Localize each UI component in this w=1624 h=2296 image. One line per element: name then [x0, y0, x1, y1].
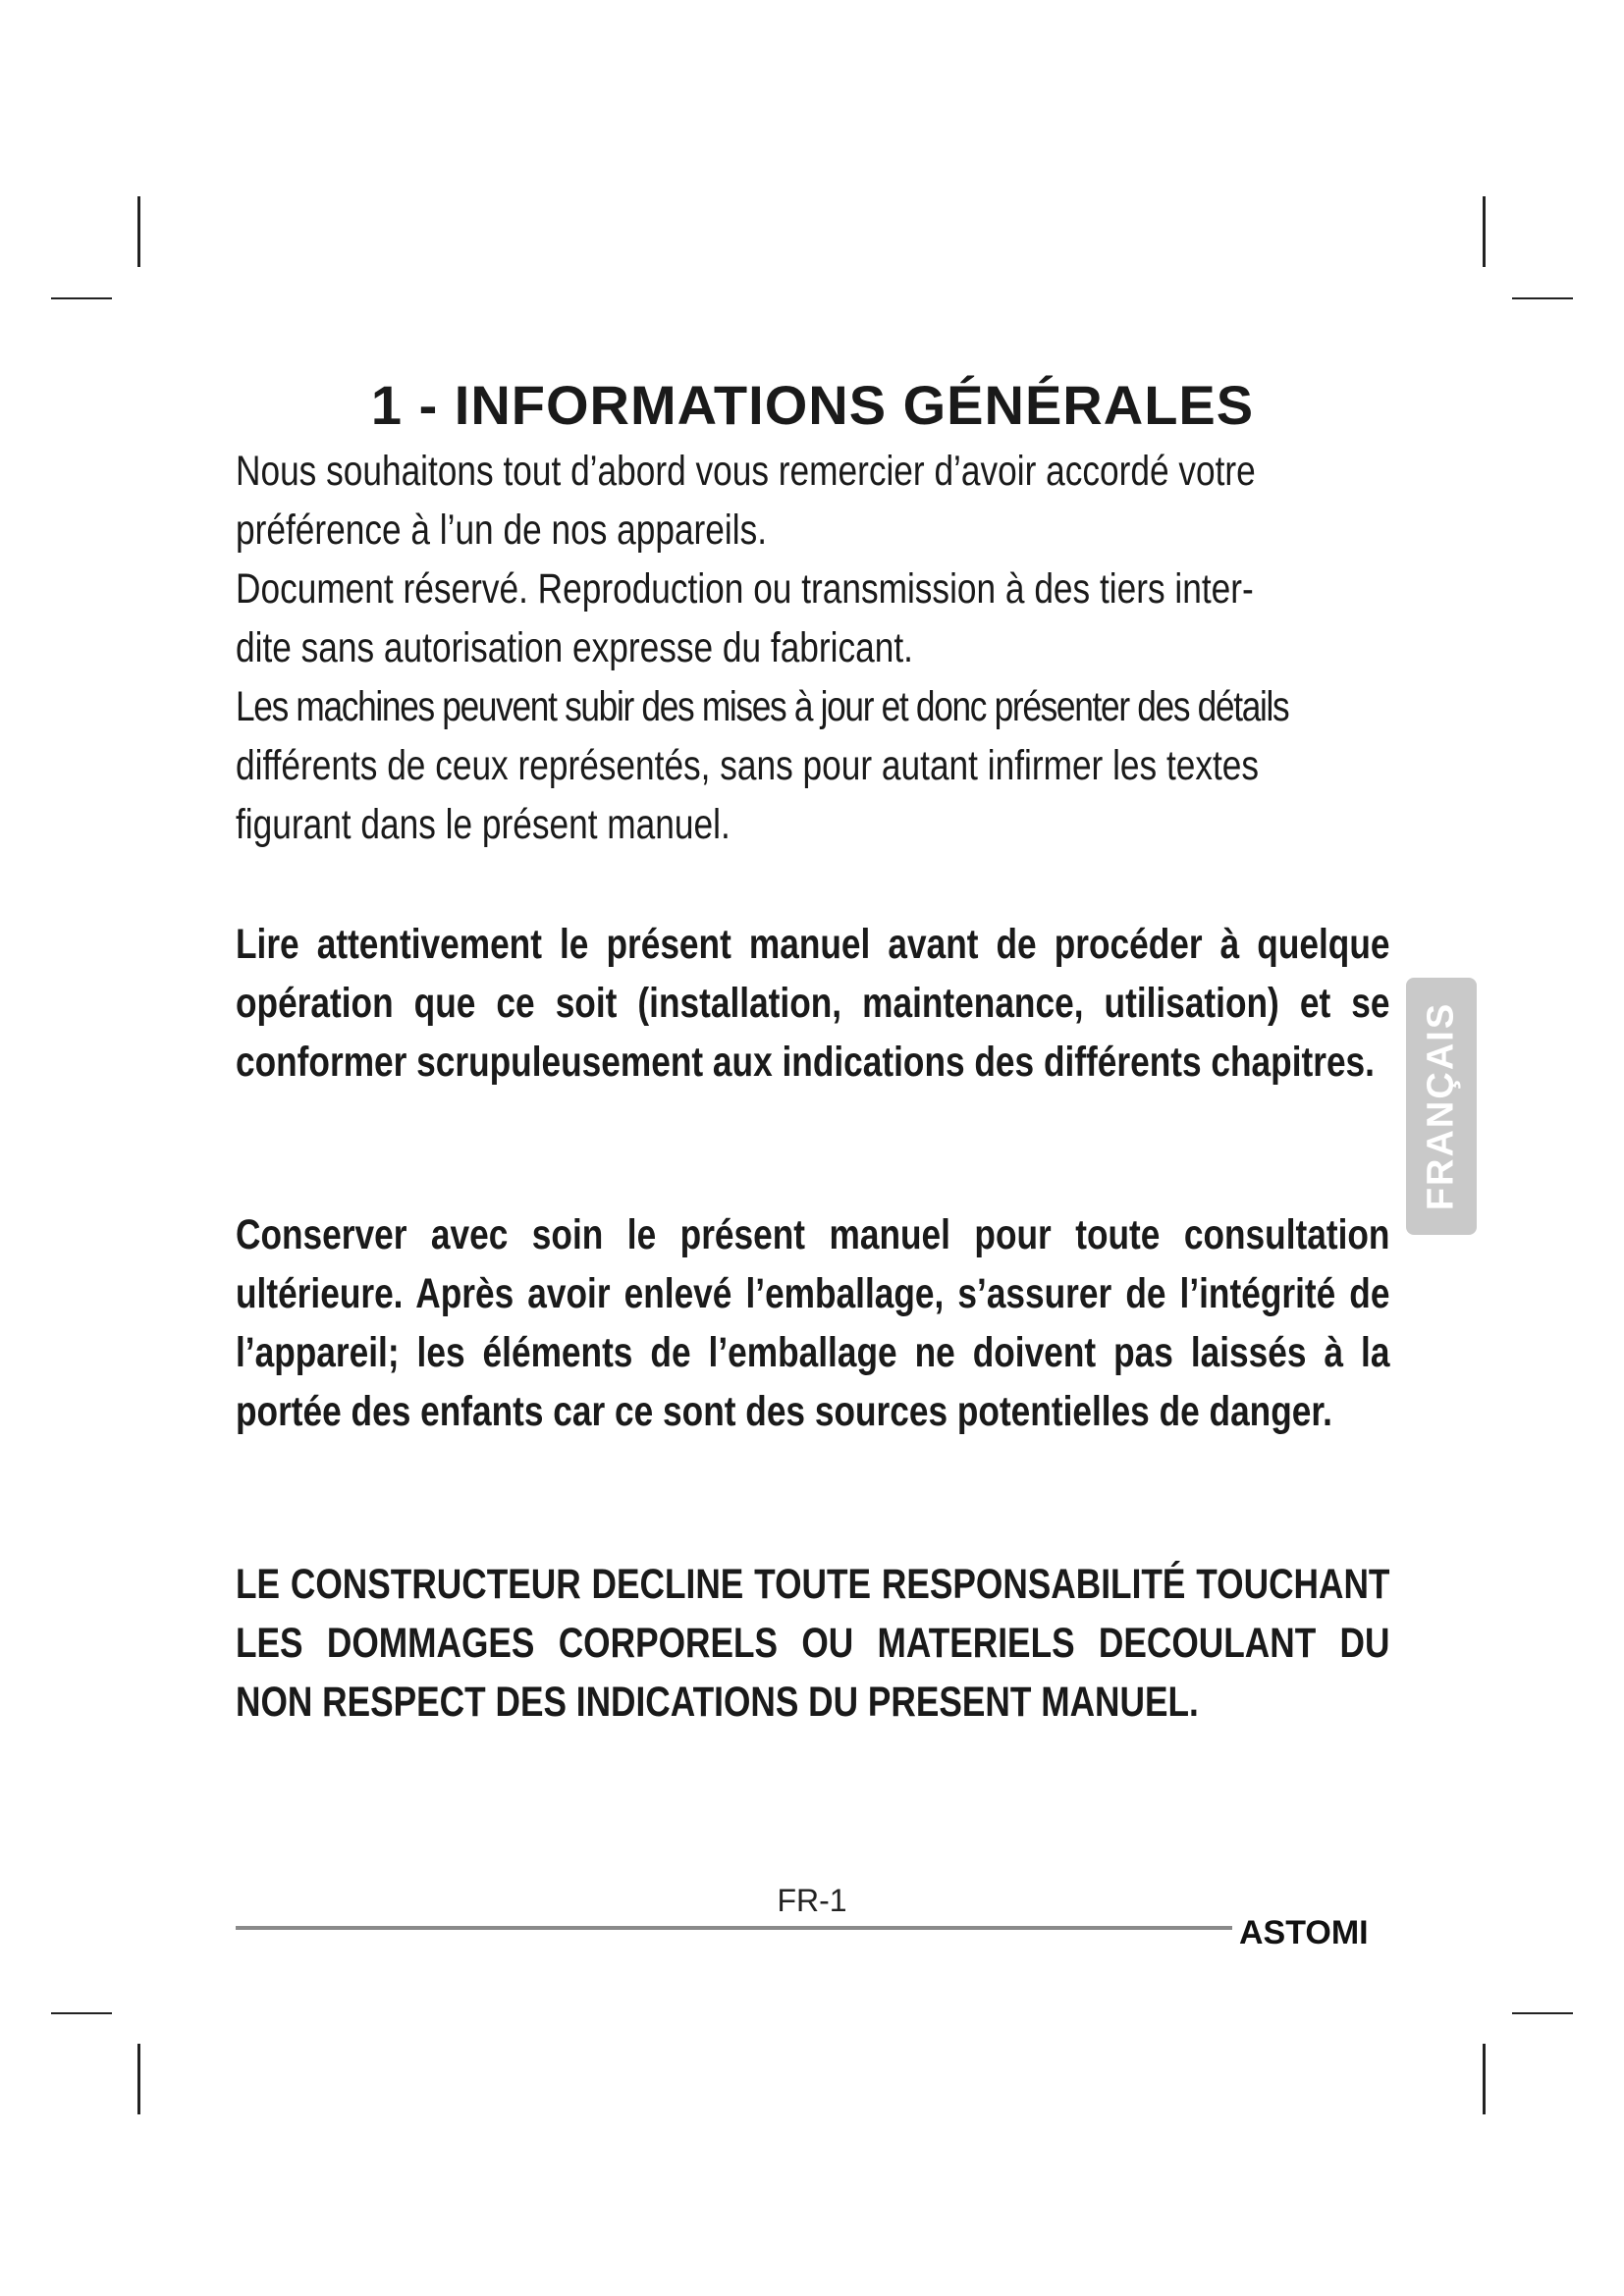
intro-line: préférence à l’un de nos appareils. [236, 507, 768, 554]
footer-rule [236, 1926, 1232, 1930]
brand-name: ASTOMI [1239, 1914, 1369, 1951]
crop-mark-bottom-right-vertical [1483, 2044, 1486, 2114]
crop-mark-top-left-horizontal [51, 297, 112, 299]
intro-line: Document réservé. Reproduction ou transmission à des tiers inter- [236, 565, 1254, 613]
language-tab [1406, 978, 1477, 1235]
language-tab-label: FRANÇAIS [1420, 1001, 1462, 1211]
intro-line: différents de ceux représentés, sans pour autant infirmer les textes [236, 742, 1260, 789]
page-content [236, 373, 1389, 1732]
read-manual-warning: Lire attentivement le présent manuel avant de procéder à quelque opération que ce soit (installation, maintenance, utilisation) et se conformer scrupuleusement aux indications des différents chapitres. [236, 921, 1390, 1086]
keep-manual-warning: Conserver avec soin le présent manuel pour toute consultation ultérieure. Après avoir enlevé l’emballage, s’assurer de l’intégrité de l’appareil; les éléments de l’emballage ne doivent pas laissés à la portée des enfants car ce sont des sources potentielles de danger. [236, 1211, 1390, 1435]
crop-mark-bottom-left-horizontal [51, 2012, 112, 2014]
intro-line: dite sans autorisation expresse du fabricant. [236, 624, 913, 671]
page-number: FR-1 [777, 1883, 847, 1918]
intro-line: Nous souhaitons tout d’abord vous remercier d’avoir accordé votre [236, 448, 1256, 495]
crop-mark-bottom-right-horizontal [1512, 2012, 1573, 2014]
liability-disclaimer: LE CONSTRUCTEUR DECLINE TOUTE RESPONSABILITÉ TOUCHANT LES DOMMAGES CORPORELS OU MATERIELS DECOULANT DU NON RESPECT DES INDICATIONS DU PRESENT MANUEL. [236, 1561, 1390, 1726]
crop-mark-top-left-vertical [137, 196, 140, 267]
intro-text [236, 442, 1389, 854]
crop-mark-bottom-left-vertical [137, 2044, 140, 2114]
page-title: 1 - INFORMATIONS GÉNÉRALES [370, 374, 1255, 436]
crop-mark-top-right-horizontal [1512, 297, 1573, 299]
intro-line: figurant dans le présent manuel. [236, 801, 731, 848]
crop-mark-top-right-vertical [1483, 196, 1486, 267]
intro-line: Les machines peuvent subir des mises à jour et donc présenter des détails [236, 683, 1289, 730]
